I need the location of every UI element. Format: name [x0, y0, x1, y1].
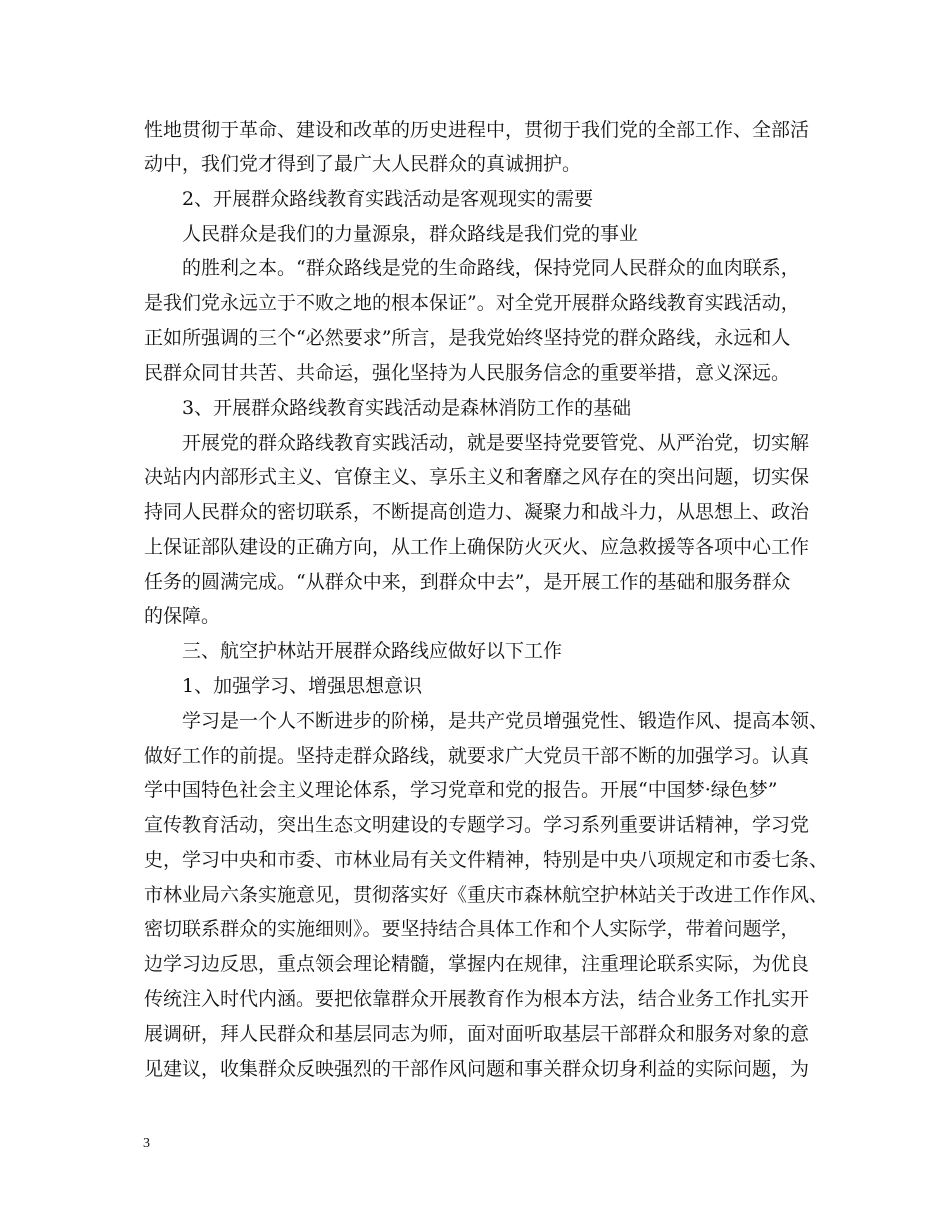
- body-text-line: 任务的圆满完成。“从群众中来，到群众中去”，是开展工作的基础和服务群众: [144, 571, 791, 593]
- section-heading: 1、加强学习、增强思想意识: [182, 675, 423, 697]
- body-text-line: 做好工作的前提。坚持走群众路线，就要求广大党员干部不断的加强学习。认真: [144, 745, 810, 767]
- section-heading: 3、开展群众路线教育实践活动是森林消防工作的基础: [182, 397, 632, 419]
- body-text-line: 决站内内部形式主义、官僚主义、享乐主义和奢靡之风存在的突出问题，切实保: [144, 466, 810, 488]
- section-heading: 2、开展群众路线教育实践活动是客观现实的需要: [182, 188, 594, 210]
- body-text-line: 性地贯彻于革命、建设和改革的历史进程中，贯彻于我们党的全部工作、全部活: [144, 119, 810, 141]
- page-number: 3: [143, 1136, 150, 1151]
- body-text-line: 的胜利之本。“群众路线是党的生命路线，保持党同人民群众的血肉联系，: [182, 257, 800, 279]
- body-text-line: 的保障。: [144, 605, 221, 627]
- body-text-line: 开展党的群众路线教育实践活动，就是要坚持党要管党、从严治党，切实解: [182, 432, 810, 454]
- body-text-line: 民群众同甘共苦、共命运，强化坚持为人民服务信念的重要举措，意义深远。: [144, 362, 791, 384]
- body-text-line: 是我们党永远立于不败之地的根本保证”。对全党开展群众路线教育实践活动，: [144, 292, 800, 314]
- body-text-line: 持同人民群众的密切联系，不断提高创造力、凝聚力和战斗力，从思想上、政治: [144, 501, 810, 523]
- body-text-line: 展调研，拜人民群众和基层同志为师，面对面听取基层干部群众和服务对象的意: [144, 1023, 810, 1045]
- body-text-line: 史，学习中央和市委、市林业局有关文件精神，特别是中央八项规定和市委七条、: [144, 849, 829, 871]
- body-text-line: 边学习边反思，重点领会理论精髓，掌握内在规律，注重理论联系实际，为优良: [144, 953, 810, 975]
- body-text-line: 人民群众是我们的力量源泉，群众路线是我们党的事业: [182, 223, 639, 245]
- body-text-line: 上保证部队建设的正确方向，从工作上确保防火灭火、应急救援等各项中心工作: [144, 536, 810, 558]
- body-text-line: 动中，我们党才得到了最广大人民群众的真诚拥护。: [144, 153, 582, 175]
- chapter-heading: 三、航空护林站开展群众路线应做好以下工作: [182, 640, 563, 662]
- body-text-line: 传统注入时代内涵。要把依靠群众开展教育作为根本方法，结合业务工作扎实开: [144, 988, 810, 1010]
- body-text-line: 学中国特色社会主义理论体系，学习党章和党的报告。开展“中国梦·绿色梦”: [144, 779, 778, 801]
- body-text-line: 正如所强调的三个“必然要求”所言，是我党始终坚持党的群众路线，永远和人: [144, 327, 791, 349]
- body-text-line: 市林业局六条实施意见，贯彻落实好《重庆市森林航空护林站关于改进工作作风、: [144, 884, 829, 906]
- body-text-line: 密切联系群众的实施细则》。要坚持结合具体工作和个人实际学，带着问题学，: [144, 918, 800, 940]
- body-text-line: 见建议，收集群众反映强烈的干部作风问题和事关群众切身利益的实际问题，为: [144, 1058, 810, 1080]
- body-text-line: 学习是一个人不断进步的阶梯，是共产党员增强党性、锻造作风、提高本领、: [182, 710, 829, 732]
- body-text-line: 宣传教育活动，突出生态文明建设的专题学习。学习系列重要讲话精神，学习党: [144, 814, 810, 836]
